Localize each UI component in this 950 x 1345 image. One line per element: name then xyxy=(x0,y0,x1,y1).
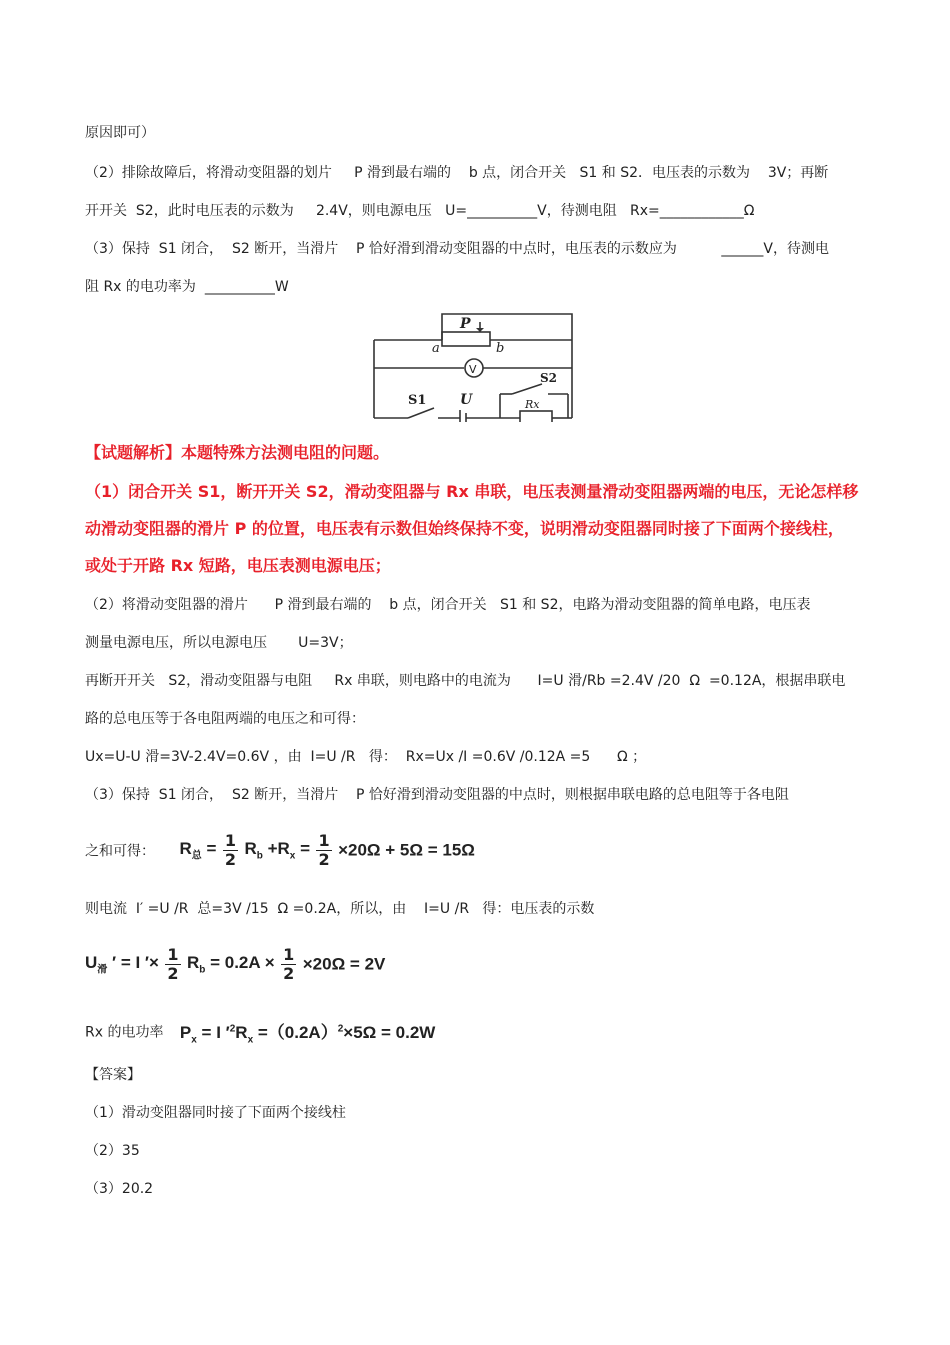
answer-title: 【答案】 xyxy=(85,1067,141,1083)
terminal-b-label: b xyxy=(496,341,505,356)
switch-s1-label: S1 xyxy=(408,393,427,408)
eq1-intro: 之和可得： xyxy=(85,843,155,860)
answer-3: （3）20.2 xyxy=(85,1181,154,1197)
analysis-1: （1）闭合开关 S1，断开开关 S2，滑动变阻器与 Rx 串联，电压表测量滑动变阻器两端的电压，无论怎样移 xyxy=(85,482,859,501)
text-line: 原因即可） xyxy=(85,125,155,141)
eq3-line: Rx 的电功率 $P_x = I$ $'^2R_x =(0.2A)^2\times 5\Omega = 0.2W$ xyxy=(85,1023,436,1046)
analysis-3: （3）保持 S1 闭合， S2 断开，当滑片 P 恰好滑到滑动变阻器的中点时，则根据串联电路的总电阻等于各电阻 xyxy=(85,787,789,803)
analysis-1-cont2: 或处于开路 Rx 短路，电压表测电源电压； xyxy=(85,556,391,575)
analysis-2c: Ux=U-U 滑=3V-2.4V=0.6V ，由 I=U /R 得： Rx=Ux /I =0.6V /0.12A =5 Ω ； xyxy=(85,749,647,765)
terminal-a-label: a xyxy=(432,341,440,356)
switch-s2-label: S2 xyxy=(540,371,558,385)
analysis-1-cont: 动滑动变阻器的滑片 P 的位置，电压表有示数但始终保持不变，说明滑动变阻器同时接了下面两个接线柱， xyxy=(85,519,844,538)
eq3-intro: Rx 的电功率 xyxy=(85,1024,164,1041)
question-2-cont: 开开关 S2，此时电压表的示数为 2.4V，则电源电压 U=__________V，待测电阻 Rx=____________Ω xyxy=(85,203,755,219)
answer-2: （2）35 xyxy=(85,1143,140,1159)
source-u-label: U xyxy=(460,392,473,408)
voltmeter-label: V xyxy=(469,363,477,376)
question-3: （3）保持 S1 闭合， S2 断开，当滑片 P 恰好滑到滑动变阻器的中点时，电压表的示数应为 ______V，待测电 xyxy=(85,241,829,257)
circuit-diagram xyxy=(372,310,577,422)
analysis-title: 【试题解析】本题特殊方法测电阻的问题。 xyxy=(85,443,390,462)
analysis-3-current: 则电流 I′ =U /R 总=3V /15 Ω =0.2A，所以，由 I=U /R 得：电压表的示数 xyxy=(85,901,595,917)
analysis-2: （2）将滑动变阻器的滑片 P 滑到最右端的 b 点，闭合开关 S1 和 S2，电路为滑动变阻器的简单电路，电压表 xyxy=(85,597,811,613)
eq1-line: 之和可得： $R_总$ = $\frac{1}{2}$ $R_b +R_x$ = $\frac{1}{2}$ ×20Ω + 5Ω = 15Ω xyxy=(85,831,475,869)
resistor-rx-label: Rx xyxy=(525,398,540,411)
question-3-cont: 阻 Rx 的电功率为 __________W xyxy=(85,279,289,295)
answer-1: （1）滑动变阻器同时接了下面两个接线柱 xyxy=(85,1105,346,1121)
question-2: （2）排除故障后，将滑动变阻器的划片 P 滑到最右端的 b 点，闭合开关 S1 和 S2．电压表的示数为 3V；再断 xyxy=(85,165,829,181)
analysis-2b: 再断开开关 S2，滑动变阻器与电阻 Rx 串联，则电路中的电流为 I=U 滑/Rb =2.4V /20 Ω =0.12A，根据串联电 xyxy=(85,673,846,689)
analysis-2b-cont: 路的总电压等于各电阻两端的电压之和可得： xyxy=(85,711,365,727)
analysis-2-cont: 测量电源电压，所以电源电压 U=3V； xyxy=(85,635,353,651)
slider-label: P xyxy=(460,316,471,332)
eq2-line: $U_滑$ ′ = I ′× $\frac{1}{2}$ $R_b = 0.2A$ × $\frac{1}{2}$ ×20Ω = 2V xyxy=(85,945,386,983)
